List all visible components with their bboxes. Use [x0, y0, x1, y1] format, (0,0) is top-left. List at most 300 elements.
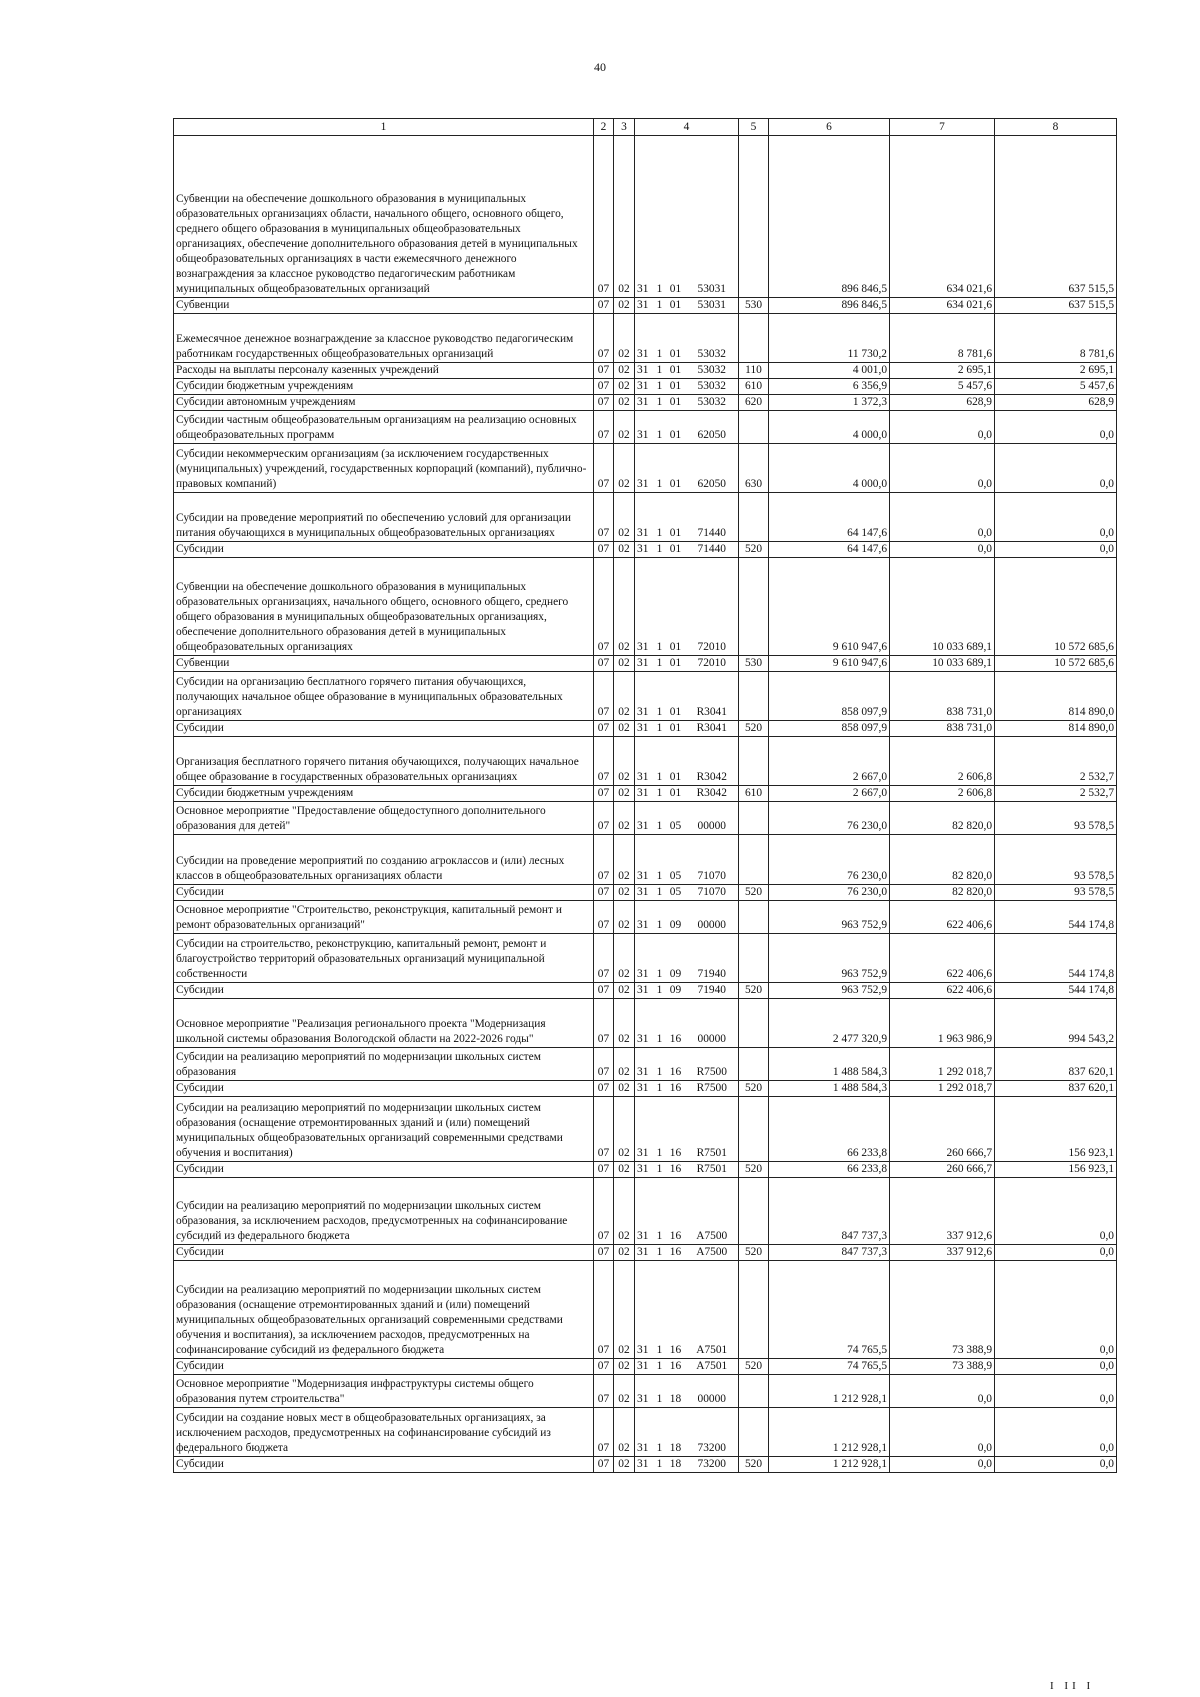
program-code: 31 — [635, 1097, 654, 1162]
row-name: Субсидии автономным учреждениям — [174, 395, 594, 411]
subsection-code: 02 — [614, 493, 635, 542]
amount-year-2: 2 695,1 — [890, 363, 995, 379]
table-row — [174, 1457, 1117, 1473]
section-code: 07 — [594, 314, 614, 363]
expense-type-code: 110 — [739, 363, 769, 379]
program-code: 31 — [635, 1457, 654, 1473]
activity-code: 16 — [666, 1162, 686, 1178]
table-row — [174, 558, 1117, 656]
table-row — [174, 493, 1117, 542]
amount-year-1: 1 212 928,1 — [769, 1375, 890, 1408]
amount-year-3: 544 174,8 — [995, 983, 1117, 999]
direction-code: 72010 — [686, 656, 739, 672]
amount-year-1: 896 846,5 — [769, 298, 890, 314]
expense-type-code — [739, 802, 769, 835]
row-name: Субсидии некоммерческим организациям (за исключением государственных (муниципальных) учреждений, государственных корпораций (компаний), публично-правовых компаний) — [174, 444, 594, 493]
subsection-code: 02 — [614, 656, 635, 672]
section-code: 07 — [594, 1178, 614, 1245]
amount-year-1: 2 667,0 — [769, 786, 890, 802]
activity-code: 18 — [666, 1375, 686, 1408]
activity-code: 05 — [666, 802, 686, 835]
subsection-code: 02 — [614, 1457, 635, 1473]
activity-code: 16 — [666, 999, 686, 1048]
direction-code: R7501 — [686, 1162, 739, 1178]
header-cell-8: 8 — [995, 119, 1117, 136]
row-name: Ежемесячное денежное вознаграждение за классное руководство педагогическим работникам государственных общеобразовательных организаций — [174, 314, 594, 363]
amount-year-3: 156 923,1 — [995, 1162, 1117, 1178]
subprogram-code: 1 — [654, 901, 666, 934]
expense-type-code — [739, 901, 769, 934]
section-code: 07 — [594, 1081, 614, 1097]
subprogram-code: 1 — [654, 1245, 666, 1261]
program-code: 31 — [635, 737, 654, 786]
subsection-code: 02 — [614, 1359, 635, 1375]
subsection-code: 02 — [614, 934, 635, 983]
table-row — [174, 901, 1117, 934]
amount-year-3: 544 174,8 — [995, 901, 1117, 934]
program-code: 31 — [635, 934, 654, 983]
amount-year-2: 260 666,7 — [890, 1097, 995, 1162]
table-row — [174, 1048, 1117, 1081]
activity-code: 16 — [666, 1097, 686, 1162]
row-name: Субсидии на создание новых мест в общеобразовательных организациях, за исключением расходов, предусмотренных на софинансирование субсидий из федерального бюджета — [174, 1408, 594, 1457]
subprogram-code: 1 — [654, 136, 666, 298]
amount-year-3: 628,9 — [995, 395, 1117, 411]
activity-code: 01 — [666, 672, 686, 721]
activity-code: 16 — [666, 1359, 686, 1375]
activity-code: 01 — [666, 558, 686, 656]
amount-year-2: 260 666,7 — [890, 1162, 995, 1178]
amount-year-1: 66 233,8 — [769, 1162, 890, 1178]
program-code: 31 — [635, 314, 654, 363]
expense-type-code: 520 — [739, 542, 769, 558]
program-code: 31 — [635, 786, 654, 802]
amount-year-2: 10 033 689,1 — [890, 558, 995, 656]
table-row — [174, 411, 1117, 444]
expense-type-code: 610 — [739, 786, 769, 802]
expense-type-code: 520 — [739, 1457, 769, 1473]
expense-type-code — [739, 934, 769, 983]
amount-year-1: 1 488 584,3 — [769, 1048, 890, 1081]
expense-type-code — [739, 999, 769, 1048]
direction-code: 53032 — [686, 314, 739, 363]
amount-year-3: 814 890,0 — [995, 672, 1117, 721]
row-name: Организация бесплатного горячего питания обучающихся, получающих начальное общее образование в государственных образовательных организациях — [174, 737, 594, 786]
direction-code: 00000 — [686, 1375, 739, 1408]
amount-year-2: 622 406,6 — [890, 934, 995, 983]
direction-code: 62050 — [686, 411, 739, 444]
table-row — [174, 1245, 1117, 1261]
table-row — [174, 379, 1117, 395]
amount-year-1: 4 001,0 — [769, 363, 890, 379]
program-code: 31 — [635, 901, 654, 934]
amount-year-1: 1 372,3 — [769, 395, 890, 411]
amount-year-3: 0,0 — [995, 1359, 1117, 1375]
amount-year-2: 838 731,0 — [890, 672, 995, 721]
row-name: Субсидии — [174, 1081, 594, 1097]
subprogram-code: 1 — [654, 672, 666, 721]
expense-type-code — [739, 411, 769, 444]
section-code: 07 — [594, 1359, 614, 1375]
expense-type-code: 520 — [739, 885, 769, 901]
table-row — [174, 672, 1117, 721]
program-code: 31 — [635, 672, 654, 721]
activity-code: 01 — [666, 379, 686, 395]
table-row — [174, 1081, 1117, 1097]
table-row — [174, 136, 1117, 298]
amount-year-3: 2 532,7 — [995, 786, 1117, 802]
direction-code: 00000 — [686, 802, 739, 835]
table-row — [174, 983, 1117, 999]
row-name: Субсидии на реализацию мероприятий по модернизации школьных систем образования (оснащение отремонтированных зданий и (или) помещений муниципальных общеобразовательных организаций современными средствами обучения и воспитания) — [174, 1097, 594, 1162]
subsection-code: 02 — [614, 379, 635, 395]
subprogram-code: 1 — [654, 1178, 666, 1245]
subsection-code: 02 — [614, 1375, 635, 1408]
section-code: 07 — [594, 298, 614, 314]
amount-year-3: 0,0 — [995, 1408, 1117, 1457]
activity-code: 09 — [666, 901, 686, 934]
amount-year-2: 73 388,9 — [890, 1261, 995, 1359]
program-code: 31 — [635, 542, 654, 558]
direction-code: 71070 — [686, 835, 739, 885]
program-code: 31 — [635, 444, 654, 493]
direction-code: 71940 — [686, 934, 739, 983]
amount-year-1: 4 000,0 — [769, 411, 890, 444]
subsection-code: 02 — [614, 802, 635, 835]
table-row — [174, 298, 1117, 314]
subsection-code: 02 — [614, 363, 635, 379]
expense-type-code: 520 — [739, 721, 769, 737]
direction-code: 53031 — [686, 298, 739, 314]
section-code: 07 — [594, 1261, 614, 1359]
table-row — [174, 314, 1117, 363]
amount-year-3: 10 572 685,6 — [995, 558, 1117, 656]
table-row — [174, 885, 1117, 901]
subprogram-code: 1 — [654, 1408, 666, 1457]
program-code: 31 — [635, 363, 654, 379]
expense-type-code: 520 — [739, 1081, 769, 1097]
amount-year-3: 93 578,5 — [995, 802, 1117, 835]
amount-year-1: 64 147,6 — [769, 542, 890, 558]
row-name: Основное мероприятие "Строительство, реконструкция, капитальный ремонт и ремонт образовательных организаций" — [174, 901, 594, 934]
program-code: 31 — [635, 1178, 654, 1245]
section-code: 07 — [594, 672, 614, 721]
activity-code: 01 — [666, 314, 686, 363]
table-row — [174, 721, 1117, 737]
activity-code: 01 — [666, 656, 686, 672]
section-code: 07 — [594, 1457, 614, 1473]
amount-year-1: 847 737,3 — [769, 1178, 890, 1245]
amount-year-2: 628,9 — [890, 395, 995, 411]
direction-code: 73200 — [686, 1408, 739, 1457]
row-name: Расходы на выплаты персоналу казенных учреждений — [174, 363, 594, 379]
direction-code: R7500 — [686, 1081, 739, 1097]
expense-type-code — [739, 493, 769, 542]
amount-year-1: 2 667,0 — [769, 737, 890, 786]
amount-year-3: 0,0 — [995, 493, 1117, 542]
expense-type-code — [739, 314, 769, 363]
section-code: 07 — [594, 558, 614, 656]
row-name: Субсидии на проведение мероприятий по обеспечению условий для организации питания обучающихся в муниципальных общеобразовательных организациях — [174, 493, 594, 542]
amount-year-3: 0,0 — [995, 1457, 1117, 1473]
subprogram-code: 1 — [654, 1375, 666, 1408]
program-code: 31 — [635, 885, 654, 901]
section-code: 07 — [594, 444, 614, 493]
row-name: Субвенции — [174, 656, 594, 672]
subsection-code: 02 — [614, 298, 635, 314]
program-code: 31 — [635, 136, 654, 298]
program-code: 31 — [635, 1375, 654, 1408]
page-number: 40 — [594, 60, 606, 74]
row-name: Субсидии — [174, 885, 594, 901]
table-row — [174, 656, 1117, 672]
footer-marks: I II I — [1050, 1680, 1095, 1692]
section-code: 07 — [594, 721, 614, 737]
table-row — [174, 1162, 1117, 1178]
amount-year-1: 74 765,5 — [769, 1261, 890, 1359]
section-code: 07 — [594, 835, 614, 885]
subprogram-code: 1 — [654, 444, 666, 493]
amount-year-3: 156 923,1 — [995, 1097, 1117, 1162]
subprogram-code: 1 — [654, 363, 666, 379]
row-name: Основное мероприятие "Модернизация инфраструктуры системы общего образования путем строительства" — [174, 1375, 594, 1408]
subprogram-code: 1 — [654, 934, 666, 983]
amount-year-2: 0,0 — [890, 493, 995, 542]
activity-code: 16 — [666, 1245, 686, 1261]
table-body — [174, 136, 1117, 1473]
row-name: Субсидии — [174, 1359, 594, 1375]
subsection-code: 02 — [614, 999, 635, 1048]
amount-year-2: 634 021,6 — [890, 298, 995, 314]
table-row — [174, 1261, 1117, 1359]
program-code: 31 — [635, 1162, 654, 1178]
amount-year-2: 0,0 — [890, 1457, 995, 1473]
activity-code: 18 — [666, 1408, 686, 1457]
program-code: 31 — [635, 1408, 654, 1457]
table-row — [174, 786, 1117, 802]
row-name: Субсидии на организацию бесплатного горячего питания обучающихся, получающих начальное общее образование в муниципальных образовательных организациях — [174, 672, 594, 721]
expense-type-code — [739, 1408, 769, 1457]
amount-year-1: 76 230,0 — [769, 802, 890, 835]
amount-year-1: 11 730,2 — [769, 314, 890, 363]
section-code: 07 — [594, 1097, 614, 1162]
amount-year-1: 963 752,9 — [769, 934, 890, 983]
subsection-code: 02 — [614, 885, 635, 901]
direction-code: 71440 — [686, 493, 739, 542]
amount-year-3: 0,0 — [995, 1375, 1117, 1408]
amount-year-1: 847 737,3 — [769, 1245, 890, 1261]
subprogram-code: 1 — [654, 835, 666, 885]
subprogram-code: 1 — [654, 314, 666, 363]
expense-type-code — [739, 737, 769, 786]
subprogram-code: 1 — [654, 802, 666, 835]
subprogram-code: 1 — [654, 542, 666, 558]
table-row — [174, 1408, 1117, 1457]
amount-year-2: 73 388,9 — [890, 1359, 995, 1375]
program-code: 31 — [635, 1261, 654, 1359]
amount-year-3: 0,0 — [995, 1245, 1117, 1261]
amount-year-1: 64 147,6 — [769, 493, 890, 542]
amount-year-2: 82 820,0 — [890, 802, 995, 835]
table-row — [174, 934, 1117, 983]
amount-year-2: 0,0 — [890, 411, 995, 444]
amount-year-3: 8 781,6 — [995, 314, 1117, 363]
row-name: Субсидии — [174, 1457, 594, 1473]
header-cell-3: 3 — [614, 119, 635, 136]
activity-code: 01 — [666, 721, 686, 737]
amount-year-2: 337 912,6 — [890, 1178, 995, 1245]
program-code: 31 — [635, 802, 654, 835]
row-name: Основное мероприятие "Реализация регионального проекта "Модернизация школьной системы образования Вологодской области на 2022-2026 годы" — [174, 999, 594, 1048]
activity-code: 01 — [666, 444, 686, 493]
expense-type-code — [739, 136, 769, 298]
subprogram-code: 1 — [654, 885, 666, 901]
row-name: Субвенции на обеспечение дошкольного образования в муниципальных образовательных организациях области, начального общего, основного общего, среднего общего образования в муниципальных общеобразовательных организациях, обеспечение дополнительного образования детей в муниципальных общеобразовательных организациях в части ежемесячного денежного вознаграждения за классное руководство педагогическим работникам муниципальных общеобразовательных организаций — [174, 136, 594, 298]
table-row — [174, 542, 1117, 558]
subsection-code: 02 — [614, 672, 635, 721]
amount-year-1: 896 846,5 — [769, 136, 890, 298]
subsection-code: 02 — [614, 136, 635, 298]
direction-code: 53032 — [686, 363, 739, 379]
direction-code: A7501 — [686, 1261, 739, 1359]
amount-year-2: 1 292 018,7 — [890, 1081, 995, 1097]
activity-code: 09 — [666, 983, 686, 999]
subsection-code: 02 — [614, 1245, 635, 1261]
row-name: Субсидии — [174, 983, 594, 999]
section-code: 07 — [594, 786, 614, 802]
header-cell-1: 1 — [174, 119, 594, 136]
header-cell-4: 4 — [635, 119, 739, 136]
section-code: 07 — [594, 983, 614, 999]
section-code: 07 — [594, 1048, 614, 1081]
subprogram-code: 1 — [654, 493, 666, 542]
direction-code: 72010 — [686, 558, 739, 656]
activity-code: 16 — [666, 1261, 686, 1359]
subsection-code: 02 — [614, 1178, 635, 1245]
table-row — [174, 1359, 1117, 1375]
amount-year-2: 0,0 — [890, 444, 995, 493]
program-code: 31 — [635, 411, 654, 444]
row-name: Субсидии на проведение мероприятий по созданию агроклассов и (или) лесных классов в общеобразовательных организациях области — [174, 835, 594, 885]
expense-type-code: 520 — [739, 1162, 769, 1178]
amount-year-1: 74 765,5 — [769, 1359, 890, 1375]
subsection-code: 02 — [614, 835, 635, 885]
amount-year-1: 1 212 928,1 — [769, 1457, 890, 1473]
section-code: 07 — [594, 411, 614, 444]
activity-code: 01 — [666, 363, 686, 379]
subprogram-code: 1 — [654, 1261, 666, 1359]
amount-year-2: 0,0 — [890, 1375, 995, 1408]
program-code: 31 — [635, 298, 654, 314]
subprogram-code: 1 — [654, 1048, 666, 1081]
subprogram-code: 1 — [654, 721, 666, 737]
subsection-code: 02 — [614, 444, 635, 493]
subsection-code: 02 — [614, 983, 635, 999]
expense-type-code — [739, 558, 769, 656]
amount-year-2: 82 820,0 — [890, 835, 995, 885]
direction-code: 53032 — [686, 379, 739, 395]
subprogram-code: 1 — [654, 1457, 666, 1473]
section-code: 07 — [594, 1245, 614, 1261]
activity-code: 01 — [666, 542, 686, 558]
subsection-code: 02 — [614, 1162, 635, 1178]
amount-year-1: 1 488 584,3 — [769, 1081, 890, 1097]
amount-year-2: 622 406,6 — [890, 983, 995, 999]
amount-year-1: 9 610 947,6 — [769, 656, 890, 672]
subprogram-code: 1 — [654, 1359, 666, 1375]
program-code: 31 — [635, 558, 654, 656]
header-cell-2: 2 — [594, 119, 614, 136]
activity-code: 16 — [666, 1178, 686, 1245]
activity-code: 01 — [666, 786, 686, 802]
program-code: 31 — [635, 1245, 654, 1261]
expense-type-code — [739, 1048, 769, 1081]
amount-year-3: 637 515,5 — [995, 298, 1117, 314]
amount-year-2: 634 021,6 — [890, 136, 995, 298]
amount-year-1: 76 230,0 — [769, 885, 890, 901]
activity-code: 09 — [666, 934, 686, 983]
table-row — [174, 1178, 1117, 1245]
row-name: Субсидии — [174, 1162, 594, 1178]
expense-type-code: 520 — [739, 983, 769, 999]
amount-year-3: 5 457,6 — [995, 379, 1117, 395]
section-code: 07 — [594, 379, 614, 395]
header-cell-7: 7 — [890, 119, 995, 136]
table-row — [174, 363, 1117, 379]
amount-year-2: 1 963 986,9 — [890, 999, 995, 1048]
row-name: Субсидии на реализацию мероприятий по модернизации школьных систем образования, за исключением расходов, предусмотренных на софинансирование субсидий из федерального бюджета — [174, 1178, 594, 1245]
row-name: Субсидии бюджетным учреждениям — [174, 379, 594, 395]
expense-type-code: 530 — [739, 298, 769, 314]
program-code: 31 — [635, 983, 654, 999]
row-name: Субсидии бюджетным учреждениям — [174, 786, 594, 802]
subsection-code: 02 — [614, 395, 635, 411]
expense-type-code — [739, 672, 769, 721]
amount-year-3: 0,0 — [995, 1261, 1117, 1359]
amount-year-3: 637 515,5 — [995, 136, 1117, 298]
subprogram-code: 1 — [654, 395, 666, 411]
direction-code: 53031 — [686, 136, 739, 298]
direction-code: 53032 — [686, 395, 739, 411]
amount-year-1: 1 212 928,1 — [769, 1408, 890, 1457]
amount-year-2: 0,0 — [890, 1408, 995, 1457]
row-name: Основное мероприятие "Предоставление общедоступного дополнительного образования для детей" — [174, 802, 594, 835]
amount-year-3: 2 695,1 — [995, 363, 1117, 379]
activity-code: 01 — [666, 493, 686, 542]
activity-code: 18 — [666, 1457, 686, 1473]
subprogram-code: 1 — [654, 558, 666, 656]
amount-year-1: 963 752,9 — [769, 983, 890, 999]
amount-year-2: 838 731,0 — [890, 721, 995, 737]
header-cell-5: 5 — [739, 119, 769, 136]
row-name: Субсидии — [174, 721, 594, 737]
amount-year-1: 858 097,9 — [769, 721, 890, 737]
section-code: 07 — [594, 1375, 614, 1408]
amount-year-3: 2 532,7 — [995, 737, 1117, 786]
amount-year-1: 4 000,0 — [769, 444, 890, 493]
activity-code: 01 — [666, 737, 686, 786]
program-code: 31 — [635, 1359, 654, 1375]
section-code: 07 — [594, 493, 614, 542]
amount-year-2: 1 292 018,7 — [890, 1048, 995, 1081]
expense-type-code — [739, 1375, 769, 1408]
subsection-code: 02 — [614, 1097, 635, 1162]
amount-year-3: 814 890,0 — [995, 721, 1117, 737]
activity-code: 01 — [666, 136, 686, 298]
expense-type-code — [739, 835, 769, 885]
expense-type-code: 520 — [739, 1245, 769, 1261]
program-code: 31 — [635, 395, 654, 411]
